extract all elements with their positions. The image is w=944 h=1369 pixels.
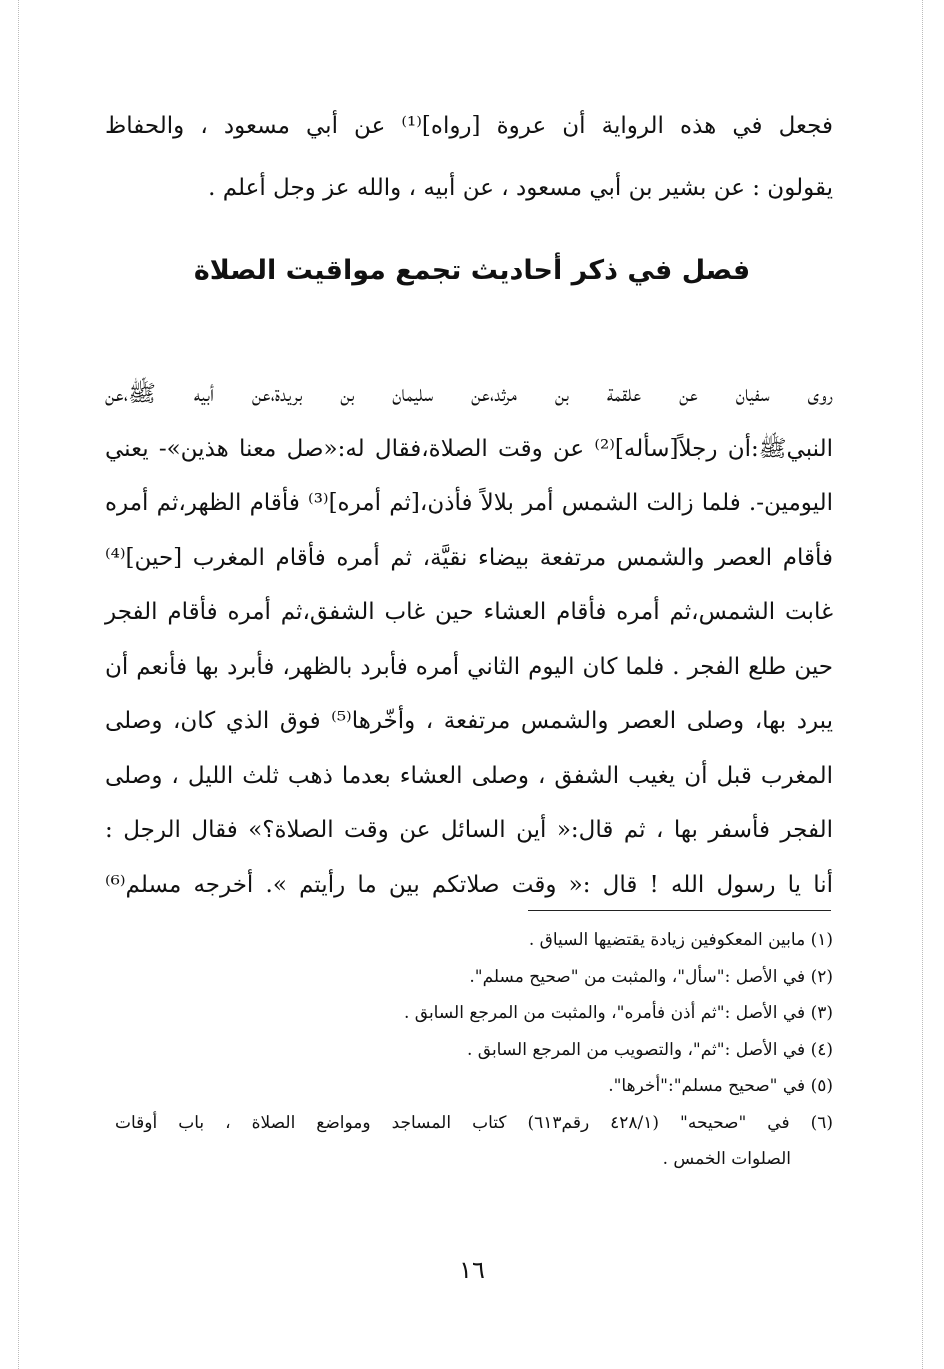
footnote: (٥) في "صحيح مسلم":"أخرها". — [608, 1076, 833, 1096]
left-edge-marks — [18, 0, 19, 1369]
body-line: المغرب قبل أن يغيب الشفق ، وصلى العشاء بعدما ذهب ثلث الليل ، وصلى — [105, 762, 833, 789]
footnote: (٦) في "صحيحه" (٤٢٨/١ رقم٦١٣) كتاب المساجد ومواضع الصلاة ، باب أوقات — [115, 1112, 833, 1133]
body-line: روى سفيان عن علقمة بن مرثد،عن سليمان بن بريدة،عن أبيه ﷺ،عن — [105, 381, 833, 407]
section-heading: فصل في ذكر أحاديث تجمع مواقيت الصلاة — [193, 255, 751, 286]
hadith-paragraph — [105, 367, 833, 912]
footnote: (٤) في الأصل :"ثم"، والتصويب من المرجع السابق . — [466, 1039, 833, 1060]
intro-paragraph — [105, 95, 833, 219]
footnote: (١) مابين المعكوفين زيادة يقتضيها السياق . — [528, 930, 833, 950]
body-line: النبيﷺ:أن رجلاً[سأله]⁽²⁾ عن وقت الصلاة،فقال له:«صل معنا هذين»- يعني — [105, 435, 833, 462]
footnotes — [115, 922, 833, 1178]
footnote: (٢) في الأصل :"سأل"، والمثبت من "صحيح مسلم". — [469, 966, 833, 987]
body-line: أنا يا رسول الله ! قال :« وقت صلاتكم بين ما رأيتم ». أخرجه مسلم⁽⁶⁾ — [105, 871, 833, 898]
right-edge-marks — [922, 0, 923, 1369]
body-line: يبرد بها، وصلى العصر والشمس مرتفعة ، وأخّرها⁽⁵⁾ فوق الذي كان، وصلى — [105, 708, 834, 734]
intro-line: يقولون : عن بشير بن أبي مسعود ، عن أبيه ، والله عز وجل أعلم . — [208, 175, 833, 201]
body-line: فأقام العصر والشمس مرتفعة بيضاء نقيَّة، ثم أمره فأقام المغرب [حين]⁽⁴⁾ — [105, 544, 833, 571]
footnote-continuation: الصلوات الخمس . — [662, 1149, 791, 1169]
footnote-divider — [528, 910, 831, 911]
body-line: الفجر فأسفر بها ، ثم قال:« أين السائل عن وقت الصلاة؟» فقال الرجل : — [105, 817, 833, 843]
body-line: حين طلع الفجر . فلما كان اليوم الثاني أمره فأبرد بالظهر، فأبرد بها فأنعم أن — [105, 653, 833, 680]
intro-line: فجعل في هذه الرواية أن عروة [رواه]⁽¹⁾ عن أبي مسعود ، والحفاظ — [105, 113, 833, 139]
body-line: اليومين-. فلما زالت الشمس أمر بلالاً فأذن،[ثم أمره]⁽³⁾ فأقام الظهر،ثم أمره — [105, 490, 833, 516]
footnote: (٣) في الأصل :"ثم أذن فأمره"، والمثبت من المرجع السابق . — [403, 1003, 833, 1023]
body-line: غابت الشمس،ثم أمره فأقام العشاء حين غاب الشفق،ثم أمره فأقام الفجر — [105, 599, 833, 625]
page-number: ١٦ — [459, 1256, 485, 1284]
